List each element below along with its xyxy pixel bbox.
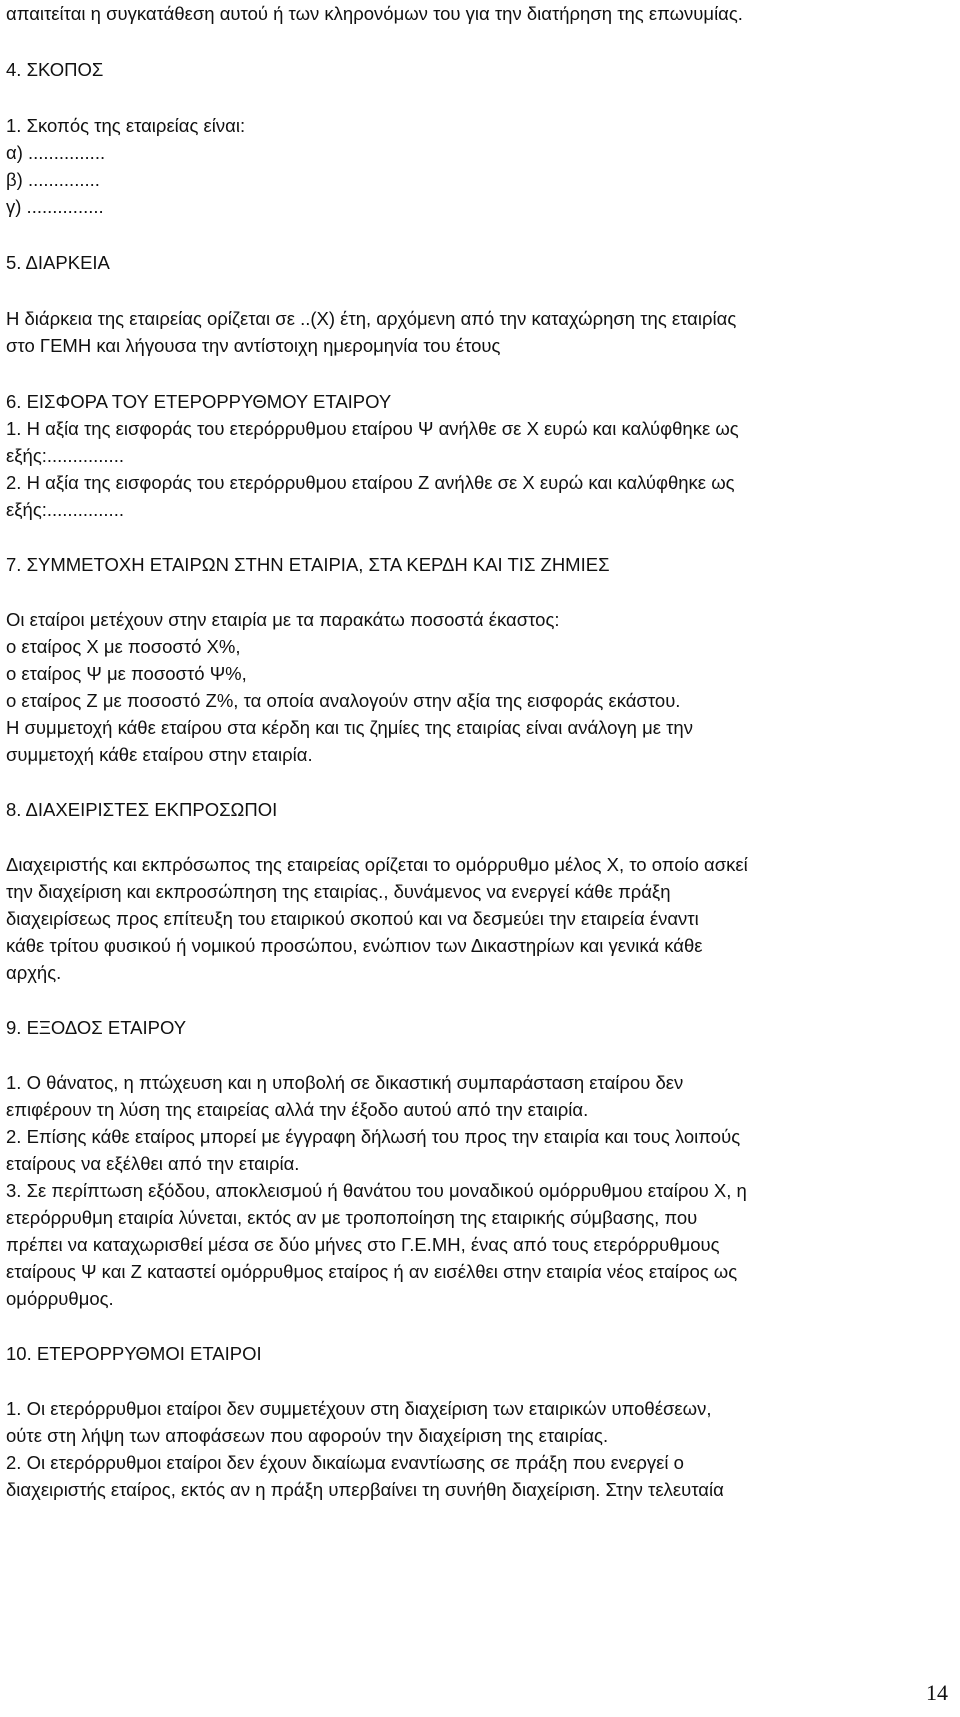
section-heading: 5. ΔΙΑΡΚΕΙΑ: [6, 252, 110, 273]
body-text-line: Οι εταίροι μετέχουν στην εταιρία με τα παρακάτω ποσοστά έκαστος:: [6, 609, 560, 630]
section-heading: 9. ΕΞΟΔΟΣ ΕΤΑΙΡΟΥ: [6, 1017, 187, 1038]
body-text-line: διαχειρίσεως προς επίτευξη του εταιρικού σκοπού και να δεσμεύει την εταιρεία έναντι: [6, 908, 699, 929]
body-text-line: 2. Επίσης κάθε εταίρος μπορεί με έγγραφη δήλωσή του προς την εταιρία και τους λοιπούς: [6, 1126, 741, 1147]
body-text-line: επιφέρουν τη λύση της εταιρείας αλλά την έξοδο αυτού από την εταιρία.: [6, 1099, 589, 1120]
body-text-line: 1. Σκοπός της εταιρείας είναι:: [6, 115, 246, 136]
body-text-line: την διαχείριση και εκπροσώπηση της εταιρίας., δυνάμενος να ενεργεί κάθε πράξη: [6, 881, 671, 902]
body-text-line: κάθε τρίτου φυσικού ή νομικού προσώπου, ενώπιον των Δικαστηρίων και γενικά κάθε: [6, 935, 703, 956]
section-heading: 8. ΔΙΑΧΕΙΡΙΣΤΕΣ ΕΚΠΡΟΣΩΠΟΙ: [6, 799, 278, 820]
body-text-line: διαχειριστής εταίρος, εκτός αν η πράξη υπερβαίνει τη συνήθη διαχείριση. Στην τελευταία: [6, 1479, 724, 1500]
body-text-line: εταίρους Ψ και Ζ καταστεί ομόρρυθμος εταίρος ή αν εισέλθει στην εταιρία νέος εταίρος ως: [6, 1261, 738, 1282]
body-text-line: 1. Οι ετερόρρυθμοι εταίροι δεν συμμετέχουν στη διαχείριση των εταιρικών υποθέσεων,: [6, 1398, 712, 1419]
body-text-line: ούτε στη λήψη των αποφάσεων που αφορούν την διαχείριση της εταιρίας.: [6, 1425, 609, 1446]
body-text-line: 1. Η αξία της εισφοράς του ετερόρρυθμου εταίρου Ψ ανήλθε σε Χ ευρώ και καλύφθηκε ως: [6, 418, 739, 439]
page-number: 14: [926, 1680, 948, 1705]
body-text-line: ο εταίρος Χ με ποσοστό Χ%,: [6, 636, 241, 657]
body-text-line: ο εταίρος Ζ με ποσοστό Ζ%, τα οποία αναλογούν στην αξία της εισφοράς εκάστου.: [6, 690, 681, 711]
body-text-line: συμμετοχή κάθε εταίρου στην εταιρία.: [6, 744, 313, 765]
list-item: α) ...............: [6, 142, 106, 163]
body-text-line: εξής:...............: [6, 499, 124, 520]
body-text-line: Η συμμετοχή κάθε εταίρου στα κέρδη και τις ζημίες της εταιρίας είναι ανάλογη με την: [6, 717, 693, 738]
section-heading: 10. ΕΤΕΡΟΡΡΥΘΜΟΙ ΕΤΑΙΡΟΙ: [6, 1343, 262, 1364]
body-text-line: πρέπει να καταχωρισθεί μέσα σε δύο μήνες στο Γ.Ε.ΜΗ, ένας από τους ετερόρρυθμους: [6, 1234, 720, 1255]
body-text-line: στο ΓΕΜΗ και λήγουσα την αντίστοιχη ημερομηνία του έτους: [6, 335, 501, 356]
body-text-line: 2. Οι ετερόρρυθμοι εταίροι δεν έχουν δικαίωμα εναντίωσης σε πράξη που ενεργεί ο: [6, 1452, 684, 1473]
body-text-line: 2. Η αξία της εισφοράς του ετερόρρυθμου εταίρου Ζ ανήλθε σε Χ ευρώ και καλύφθηκε ως: [6, 472, 735, 493]
body-text-line: εξής:...............: [6, 445, 124, 466]
section-heading: 4. ΣΚΟΠΟΣ: [6, 59, 104, 80]
section-heading: 6. ΕΙΣΦΟΡΑ ΤΟΥ ΕΤΕΡΟΡΡΥΘΜΟΥ ΕΤΑΙΡΟΥ: [6, 391, 392, 412]
body-text-line: Διαχειριστής και εκπρόσωπος της εταιρείας ορίζεται το ομόρρυθμο μέλος Χ, το οποίο ασκεί: [6, 854, 748, 875]
body-text-line: εταίρους να εξέλθει από την εταιρία.: [6, 1153, 300, 1174]
body-text-line: απαιτείται η συγκατάθεση αυτού ή των κληρονόμων του για την διατήρηση της επωνυμίας.: [6, 3, 743, 24]
body-text-line: αρχής.: [6, 962, 62, 983]
list-item: γ) ...............: [6, 196, 104, 217]
body-text-line: Η διάρκεια της εταιρείας ορίζεται σε ..(Χ) έτη, αρχόμενη από την καταχώρηση της εταιρίας: [6, 308, 737, 329]
list-item: β) ..............: [6, 169, 100, 190]
body-text-line: ετερόρρυθμη εταιρία λύνεται, εκτός αν με τροποποίηση της εταιρικής σύμβασης, που: [6, 1207, 698, 1228]
body-text-line: 3. Σε περίπτωση εξόδου, αποκλεισμού ή θανάτου του μοναδικού ομόρρυθμου εταίρου Χ, η: [6, 1180, 747, 1201]
body-text-line: ο εταίρος Ψ με ποσοστό Ψ%,: [6, 663, 247, 684]
body-text-line: 1. Ο θάνατος, η πτώχευση και η υποβολή σε δικαστική συμπαράσταση εταίρου δεν: [6, 1072, 684, 1093]
section-heading: 7. ΣΥΜΜΕΤΟΧΗ ΕΤΑΙΡΩΝ ΣΤΗΝ ΕΤΑΙΡΙΑ, ΣΤΑ ΚΕΡΔΗ ΚΑΙ ΤΙΣ ΖΗΜΙΕΣ: [6, 554, 610, 575]
body-text-line: ομόρρυθμος.: [6, 1288, 114, 1309]
